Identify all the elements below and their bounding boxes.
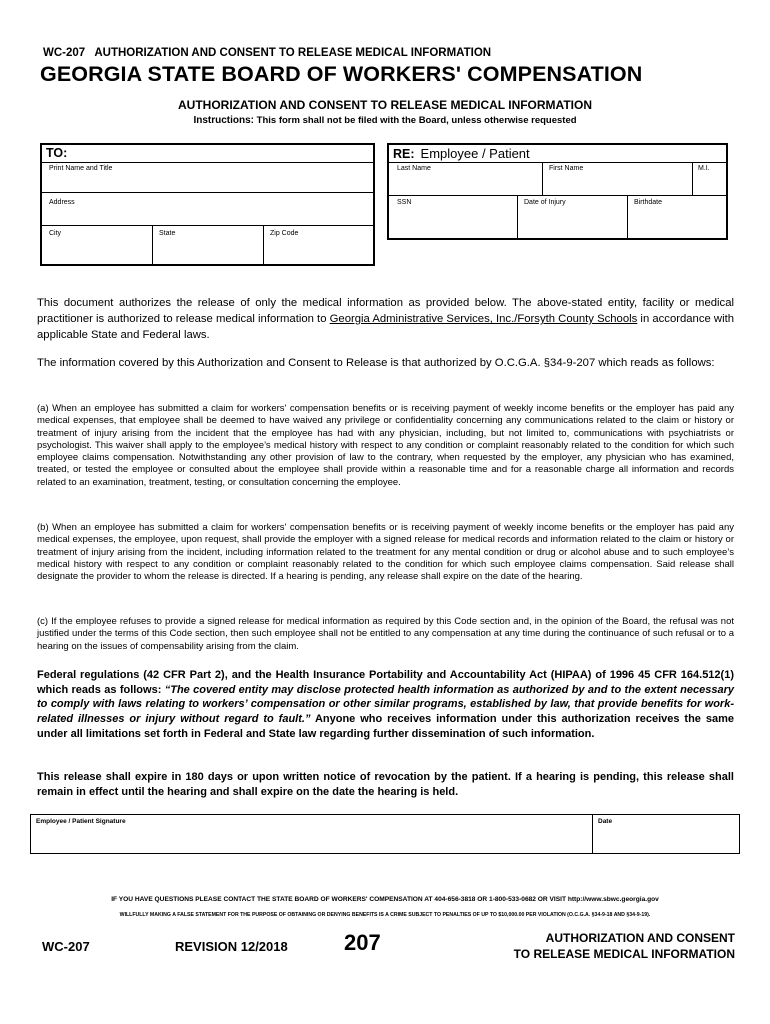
print-name-label: Print Name and Title: [49, 165, 113, 172]
birthdate-label: Birthdate: [634, 199, 663, 206]
penalty-notice: WILLFULLY MAKING A FALSE STATEMENT FOR THE PURPOSE OF OBTAINING OR DENYING BENEFITS IS A CRIME SUBJECT TO PENALTIES OF UP TO $10,000.00 PER VIOLATION (O.C.G.A. §34-9-18 AND §34-9-19).: [119, 912, 651, 918]
authorization-paragraph: [37, 295, 734, 343]
fed-text-before: Federal regulations (42 CFR Part 2), and the Health Insurance Portability and Accountability Act (HIPAA) of 1996 45 CFR 164.512(1) which reads as follows:: [37, 669, 734, 696]
instructions-text: This form shall not be filed with the Board, unless otherwise requested: [254, 115, 577, 126]
city-label: City: [49, 230, 62, 237]
footer-title: [460, 930, 735, 962]
statute-paragraph-b: (b) When an employee has submitted a claim for workers' compensation benefits or is receiving payment of weekly income benefits or the employer has paid any medical expenses, the employee, upon request, shall provide the employer with a signed release for medical records and information related to the claim or history or treatment of injury arising from the incident, including information related to the treatment for any mental condition or drug or alcohol abuse and to such employee’s medical history with respect to any condition or complaint reasonably related to the condition for which such employee claims compensation. Said release shall designate the provider to whom the release is directed. If a hearing is pending, any release shall expire on the date of the hearing.: [37, 522, 734, 583]
recipient-name: Georgia Administrative Services, Inc./Forsyth County Schools: [329, 313, 638, 325]
form-subtitle: AUTHORIZATION AND CONSENT TO RELEASE MEDICAL INFORMATION: [178, 98, 592, 112]
to-box: [40, 143, 375, 266]
divider: [389, 162, 726, 163]
divider: [42, 162, 373, 163]
last-name-label: Last Name: [397, 165, 431, 172]
signature-label: Employee / Patient Signature: [36, 818, 126, 825]
contact-notice: IF YOU HAVE QUESTIONS PLEASE CONTACT THE STATE BOARD OF WORKERS' COMPENSATION AT 404-656-3818 OR 1-800-533-0682 OR VISIT http://www.sbwc.georgia.gov: [111, 896, 659, 903]
divider: [389, 195, 726, 196]
statute-paragraph-a: (a) When an employee has submitted a claim for workers' compensation benefits or is receiving payment of weekly income benefits or the employer has paid any medical expenses, that employee shall be deemed to have waived any privilege or confidentiality concerning any communications related to the claim or history or treatment of injury arising from the incident that the employee has had with any physician, including, but not limited to, communications with psychiatrists or psychologist. This waiver shall apply to the employee’s medical history with respect to any condition or complaint reasonably related to the condition for which such employee claims compensation. Notwithstanding any other provision of law to the contrary, when requested by the employer, any physician who has examined, treated, or tested the employee or consulted about the employee shall provide within a reasonable time and for a reasonable charge all information and records related to an examination, treatment, testing, or consultation concerning the employee.: [37, 403, 734, 488]
mi-label: M.I.: [698, 165, 710, 172]
divider: [517, 195, 518, 238]
expiration-paragraph: This release shall expire in 180 days or upon written notice of revocation by the patient. If a hearing is pending, this release shall remain in effect until the hearing and shall expire on the date the hearing is held.: [37, 771, 734, 798]
instructions: [0, 115, 770, 126]
federal-regulations-paragraph: [37, 668, 734, 742]
ssn-label: SSN: [397, 199, 412, 206]
fed-text-after: Anyone who receives information under this authorization receives the same under all limitations set forth in Federal and State law regarding further dissemination of such information.: [37, 713, 734, 740]
address-label: Address: [49, 199, 75, 206]
date-of-injury-label: Date of Injury: [524, 199, 566, 206]
p1-text-before: This document authorizes the release of only the medical information as provided below. The above-stated entity, facility or medical practitioner is authorized to release medical information to: [37, 297, 734, 325]
first-name-label: First Name: [549, 165, 584, 172]
statute-paragraph-c: (c) If the employee refuses to provide a signed release for medical information as required by this Code section and, in the opinion of the Board, the refusal was not justified under the terms of this Code section, then such employee shall not be entitled to any compensation at any time during the continuance of such refusal or to a hearing on the issues of compensability arising from the claim.: [37, 616, 734, 652]
to-heading: TO:: [46, 146, 68, 160]
divider: [152, 225, 153, 264]
re-heading: [393, 146, 530, 161]
re-box: [387, 143, 728, 240]
footer-title-line1: AUTHORIZATION AND CONSENT: [545, 931, 735, 945]
divider: [42, 225, 373, 226]
statute-intro-paragraph: The information covered by this Authorization and Consent to Release is that authorized by O.C.G.A. §34-9-207 which reads as follows:: [37, 357, 715, 369]
divider: [263, 225, 264, 264]
date-label: Date: [598, 818, 613, 825]
footer-revision: REVISION 12/2018: [175, 939, 288, 954]
hipaa-quote: “The covered entity may disclose protected health information as authorized by and to the extent necessary to comply with laws relating to workers’ compensation or other similar programs, established by law, that provide benefits for work-related illnesses or injury without regard to fault.”: [37, 683, 734, 726]
divider: [592, 815, 593, 853]
re-subject: Employee / Patient: [420, 146, 530, 161]
signature-box: [30, 814, 740, 854]
board-title: GEORGIA STATE BOARD OF WORKERS' COMPENSATION: [40, 62, 643, 86]
divider: [692, 162, 693, 195]
p1-text-after: in accordance with applicable State and Federal laws.: [37, 313, 735, 341]
divider: [627, 195, 628, 238]
state-label: State: [159, 230, 176, 237]
footer-form-code: WC-207: [42, 939, 90, 954]
re-label: RE:: [393, 147, 415, 161]
divider: [42, 192, 373, 193]
footer-form-number: 207: [344, 930, 381, 955]
instructions-label: Instructions:: [193, 115, 255, 126]
footer-title-line2: TO RELEASE MEDICAL INFORMATION: [513, 947, 735, 961]
divider: [542, 162, 543, 195]
form-code-line: WC-207 AUTHORIZATION AND CONSENT TO RELEASE MEDICAL INFORMATION: [43, 47, 492, 59]
zip-label: Zip Code: [270, 230, 299, 237]
